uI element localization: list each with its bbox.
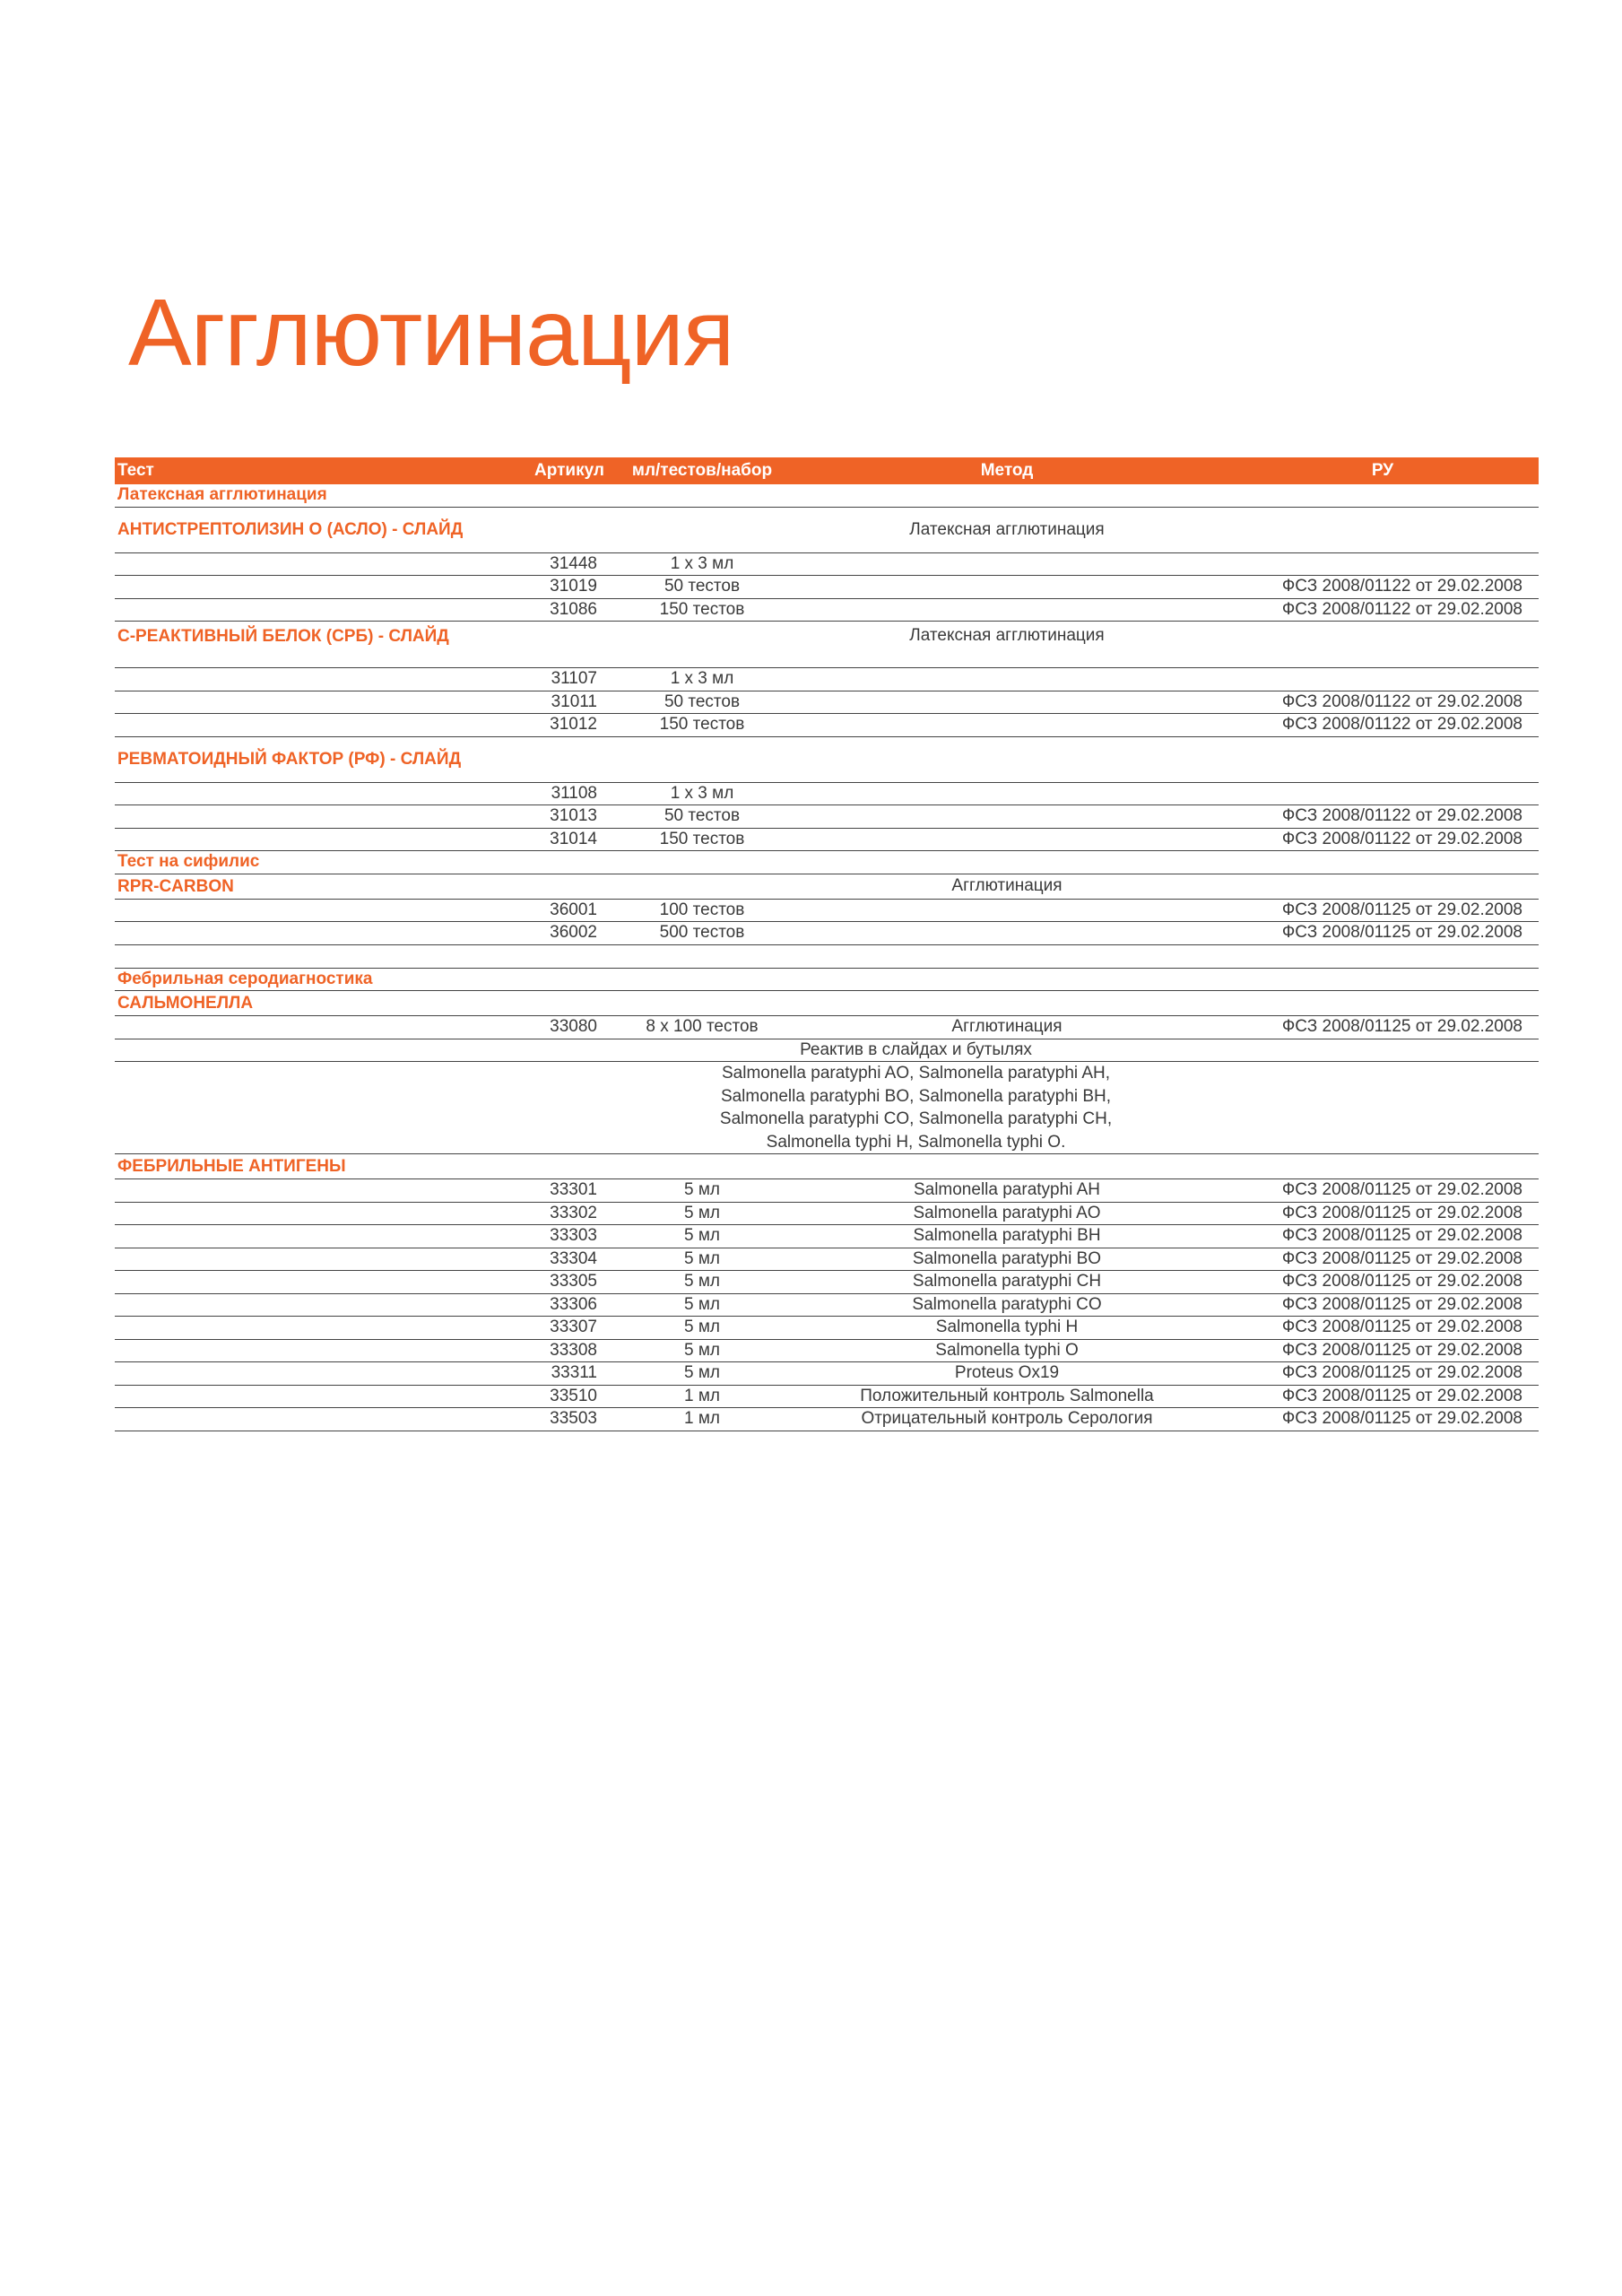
ru-cell: ФСЗ 2008/01122 от 29.02.2008: [1227, 576, 1539, 599]
spacer-row: [115, 944, 1539, 968]
article-cell: 31086: [500, 598, 617, 622]
table-header-row: [115, 457, 1539, 484]
empty-cell: [1227, 622, 1539, 668]
table-row: [115, 714, 1539, 737]
qty-cell: 5 мл: [617, 1362, 787, 1386]
method-cell: Proteus Ox19: [787, 1362, 1227, 1386]
product-row: [115, 1154, 1539, 1179]
table-row: [115, 1016, 1539, 1039]
method-cell: [787, 922, 1227, 945]
empty-cell: [115, 1293, 500, 1317]
qty-cell: 500 тестов: [617, 922, 787, 945]
page-title: Агглютинация: [128, 280, 734, 386]
empty-cell: [1227, 1062, 1539, 1154]
product-name-rf: РЕВМАТОИДНЫЙ ФАКТОР (РФ) - СЛАЙД: [115, 736, 617, 782]
ru-cell: ФСЗ 2008/01125 от 29.02.2008: [1227, 1179, 1539, 1203]
article-cell: 36002: [500, 922, 617, 945]
article-cell: 31012: [500, 714, 617, 737]
article-cell: 33510: [500, 1385, 617, 1408]
article-cell: 31107: [500, 668, 617, 691]
table-row: [115, 922, 1539, 945]
ru-cell: ФСЗ 2008/01125 от 29.02.2008: [1227, 1202, 1539, 1225]
article-cell: 31019: [500, 576, 617, 599]
qty-cell: 150 тестов: [617, 598, 787, 622]
article-cell: 31014: [500, 828, 617, 851]
product-name-aslo: АНТИСТРЕПТОЛИЗИН О (АСЛО) - СЛАЙД: [115, 507, 617, 552]
ru-cell: ФСЗ 2008/01122 от 29.02.2008: [1227, 805, 1539, 829]
empty-cell: [617, 874, 787, 899]
ru-cell: ФСЗ 2008/01125 от 29.02.2008: [1227, 1248, 1539, 1271]
empty-cell: [617, 507, 787, 552]
article-cell: 33503: [500, 1408, 617, 1431]
method-cell: [787, 598, 1227, 622]
empty-cell: [115, 598, 500, 622]
qty-cell: 1 x 3 мл: [617, 668, 787, 691]
article-cell: 33308: [500, 1339, 617, 1362]
empty-cell: [115, 1179, 500, 1203]
table-row: [115, 1248, 1539, 1271]
empty-cell: [115, 691, 500, 714]
empty-cell: [115, 1039, 500, 1062]
ru-cell: ФСЗ 2008/01122 от 29.02.2008: [1227, 714, 1539, 737]
note-cell: Реактив в слайдах и бутылях: [500, 1039, 1227, 1062]
article-cell: 36001: [500, 899, 617, 922]
category-row: [115, 968, 1539, 991]
empty-cell: [115, 1385, 500, 1408]
category-syphilis: Тест на сифилис: [115, 851, 1539, 874]
article-cell: 33311: [500, 1362, 617, 1386]
empty-cell: [115, 552, 500, 576]
table-row: [115, 1317, 1539, 1340]
header-ru: РУ: [1227, 457, 1539, 484]
header-qty: мл/тестов/набор: [617, 457, 787, 484]
strain-line: Salmonella paratyphi BO, Salmonella paratyphi BH,: [720, 1086, 1112, 1106]
empty-cell: [115, 944, 1539, 968]
header-article: Артикул: [500, 457, 617, 484]
table-row: [115, 1225, 1539, 1248]
category-febrile: Фебрильная серодиагностика: [115, 968, 1539, 991]
ru-cell: ФСЗ 2008/01125 от 29.02.2008: [1227, 1385, 1539, 1408]
article-cell: 33303: [500, 1225, 617, 1248]
method-cell: [787, 828, 1227, 851]
method-cell: Salmonella paratyphi BO: [787, 1248, 1227, 1271]
empty-cell: [617, 622, 787, 668]
ru-cell: ФСЗ 2008/01122 от 29.02.2008: [1227, 598, 1539, 622]
qty-cell: 5 мл: [617, 1248, 787, 1271]
header-test: Тест: [115, 457, 500, 484]
article-cell: 33306: [500, 1293, 617, 1317]
table-row: [115, 805, 1539, 829]
qty-cell: 5 мл: [617, 1225, 787, 1248]
article-cell: 31448: [500, 552, 617, 576]
table-row: [115, 1202, 1539, 1225]
ru-cell: ФСЗ 2008/01125 от 29.02.2008: [1227, 1317, 1539, 1340]
article-cell: 31011: [500, 691, 617, 714]
empty-cell: [1227, 736, 1539, 782]
antigen-rows: [115, 1179, 1539, 1431]
empty-cell: [617, 736, 787, 782]
table-row: [115, 1362, 1539, 1386]
method-cell: Salmonella paratyphi CH: [787, 1271, 1227, 1294]
ru-cell: ФСЗ 2008/01125 от 29.02.2008: [1227, 1408, 1539, 1431]
ru-cell: [1227, 782, 1539, 805]
ru-cell: ФСЗ 2008/01125 от 29.02.2008: [1227, 922, 1539, 945]
table-row: [115, 782, 1539, 805]
qty-cell: 1 мл: [617, 1385, 787, 1408]
table-row: [115, 1179, 1539, 1203]
method-cell: Salmonella paratyphi AO: [787, 1202, 1227, 1225]
ru-cell: ФСЗ 2008/01125 от 29.02.2008: [1227, 1362, 1539, 1386]
product-method: Агглютинация: [787, 874, 1227, 899]
method-cell: [787, 714, 1227, 737]
empty-cell: [115, 899, 500, 922]
method-cell: Salmonella paratyphi AH: [787, 1179, 1227, 1203]
product-row: [115, 507, 1539, 552]
product-name-rpr: RPR-CARBON: [115, 874, 617, 899]
empty-cell: [115, 1362, 500, 1386]
product-row: [115, 622, 1539, 668]
article-cell: 33307: [500, 1317, 617, 1340]
method-cell: [787, 782, 1227, 805]
empty-cell: [115, 714, 500, 737]
ru-cell: ФСЗ 2008/01125 от 29.02.2008: [1227, 1016, 1539, 1039]
qty-cell: 1 x 3 мл: [617, 552, 787, 576]
empty-cell: [115, 922, 500, 945]
empty-cell: [115, 1062, 500, 1154]
empty-cell: [1227, 1039, 1539, 1062]
ru-cell: ФСЗ 2008/01122 от 29.02.2008: [1227, 691, 1539, 714]
category-row: [115, 484, 1539, 507]
qty-cell: 5 мл: [617, 1293, 787, 1317]
product-name-crp: C-РЕАКТИВНЫЙ БЕЛОК (СРБ) - СЛАЙД: [115, 622, 617, 668]
qty-cell: 5 мл: [617, 1339, 787, 1362]
table-row: [115, 1408, 1539, 1431]
qty-cell: 8 x 100 тестов: [617, 1016, 787, 1039]
article-cell: 33302: [500, 1202, 617, 1225]
empty-cell: [115, 1225, 500, 1248]
category-row: [115, 851, 1539, 874]
qty-cell: 50 тестов: [617, 691, 787, 714]
qty-cell: 5 мл: [617, 1271, 787, 1294]
empty-cell: [115, 1317, 500, 1340]
strain-line: Salmonella paratyphi CO, Salmonella paratyphi CH,: [719, 1109, 1113, 1128]
empty-cell: [115, 782, 500, 805]
qty-cell: 5 мл: [617, 1317, 787, 1340]
empty-cell: [115, 668, 500, 691]
ru-cell: ФСЗ 2008/01125 от 29.02.2008: [1227, 1271, 1539, 1294]
method-cell: Агглютинация: [787, 1016, 1227, 1039]
article-cell: 33305: [500, 1271, 617, 1294]
table-row: [115, 1271, 1539, 1294]
table-row: [115, 1293, 1539, 1317]
empty-cell: [115, 1202, 500, 1225]
empty-cell: [115, 1016, 500, 1039]
method-cell: [787, 668, 1227, 691]
method-cell: [787, 805, 1227, 829]
table-row: [115, 828, 1539, 851]
ru-cell: ФСЗ 2008/01125 от 29.02.2008: [1227, 899, 1539, 922]
empty-cell: [115, 805, 500, 829]
qty-cell: 50 тестов: [617, 576, 787, 599]
method-cell: [787, 691, 1227, 714]
empty-cell: [115, 828, 500, 851]
method-cell: Salmonella typhi O: [787, 1339, 1227, 1362]
empty-cell: [787, 736, 1227, 782]
article-cell: 33304: [500, 1248, 617, 1271]
qty-cell: 150 тестов: [617, 828, 787, 851]
product-row: [115, 736, 1539, 782]
strain-line: Salmonella paratyphi AO, Salmonella paratyphi AH,: [721, 1064, 1111, 1083]
table-row: [115, 899, 1539, 922]
article-cell: 31108: [500, 782, 617, 805]
table-row: [115, 691, 1539, 714]
qty-cell: 100 тестов: [617, 899, 787, 922]
empty-cell: [115, 1248, 500, 1271]
method-cell: [787, 899, 1227, 922]
empty-cell: [115, 576, 500, 599]
article-cell: 31013: [500, 805, 617, 829]
product-row: [115, 991, 1539, 1016]
empty-cell: [1227, 507, 1539, 552]
ru-cell: [1227, 552, 1539, 576]
method-cell: Salmonella paratyphi BH: [787, 1225, 1227, 1248]
table-row: [115, 668, 1539, 691]
product-table: [115, 457, 1539, 1431]
ru-cell: [1227, 668, 1539, 691]
product-name-antigens: ФЕБРИЛЬНЫЕ АНТИГЕНЫ: [115, 1154, 1539, 1179]
method-cell: [787, 576, 1227, 599]
method-cell: Salmonella typhi H: [787, 1317, 1227, 1340]
method-cell: Отрицательный контроль Серология: [787, 1408, 1227, 1431]
table-row: [115, 1385, 1539, 1408]
qty-cell: 150 тестов: [617, 714, 787, 737]
ru-cell: ФСЗ 2008/01125 от 29.02.2008: [1227, 1293, 1539, 1317]
strains-cell: [500, 1062, 1227, 1154]
empty-cell: [115, 1271, 500, 1294]
empty-cell: [1227, 874, 1539, 899]
strains-row: [115, 1062, 1539, 1154]
category-latex: Латексная агглютинация: [115, 484, 1539, 507]
qty-cell: 1 x 3 мл: [617, 782, 787, 805]
qty-cell: 5 мл: [617, 1179, 787, 1203]
strain-line: Salmonella typhi H, Salmonella typhi O.: [766, 1132, 1066, 1152]
table-row: [115, 1339, 1539, 1362]
header-method: Метод: [787, 457, 1227, 484]
product-method: Латексная агглютинация: [787, 507, 1227, 552]
product-method: Латексная агглютинация: [787, 622, 1227, 668]
method-cell: [787, 552, 1227, 576]
table-row: [115, 598, 1539, 622]
article-cell: 33301: [500, 1179, 617, 1203]
article-cell: 33080: [500, 1016, 617, 1039]
table-row: [115, 1039, 1539, 1062]
qty-cell: 1 мл: [617, 1408, 787, 1431]
empty-cell: [115, 1339, 500, 1362]
qty-cell: 5 мл: [617, 1202, 787, 1225]
method-cell: Положительный контроль Salmonella: [787, 1385, 1227, 1408]
table-row: [115, 576, 1539, 599]
ru-cell: ФСЗ 2008/01125 от 29.02.2008: [1227, 1339, 1539, 1362]
qty-cell: 50 тестов: [617, 805, 787, 829]
method-cell: Salmonella paratyphi CO: [787, 1293, 1227, 1317]
ru-cell: ФСЗ 2008/01122 от 29.02.2008: [1227, 828, 1539, 851]
product-row: [115, 874, 1539, 899]
table-row: [115, 552, 1539, 576]
product-name-salmonella: САЛЬМОНЕЛЛА: [115, 991, 1539, 1016]
empty-cell: [115, 1408, 500, 1431]
ru-cell: ФСЗ 2008/01125 от 29.02.2008: [1227, 1225, 1539, 1248]
